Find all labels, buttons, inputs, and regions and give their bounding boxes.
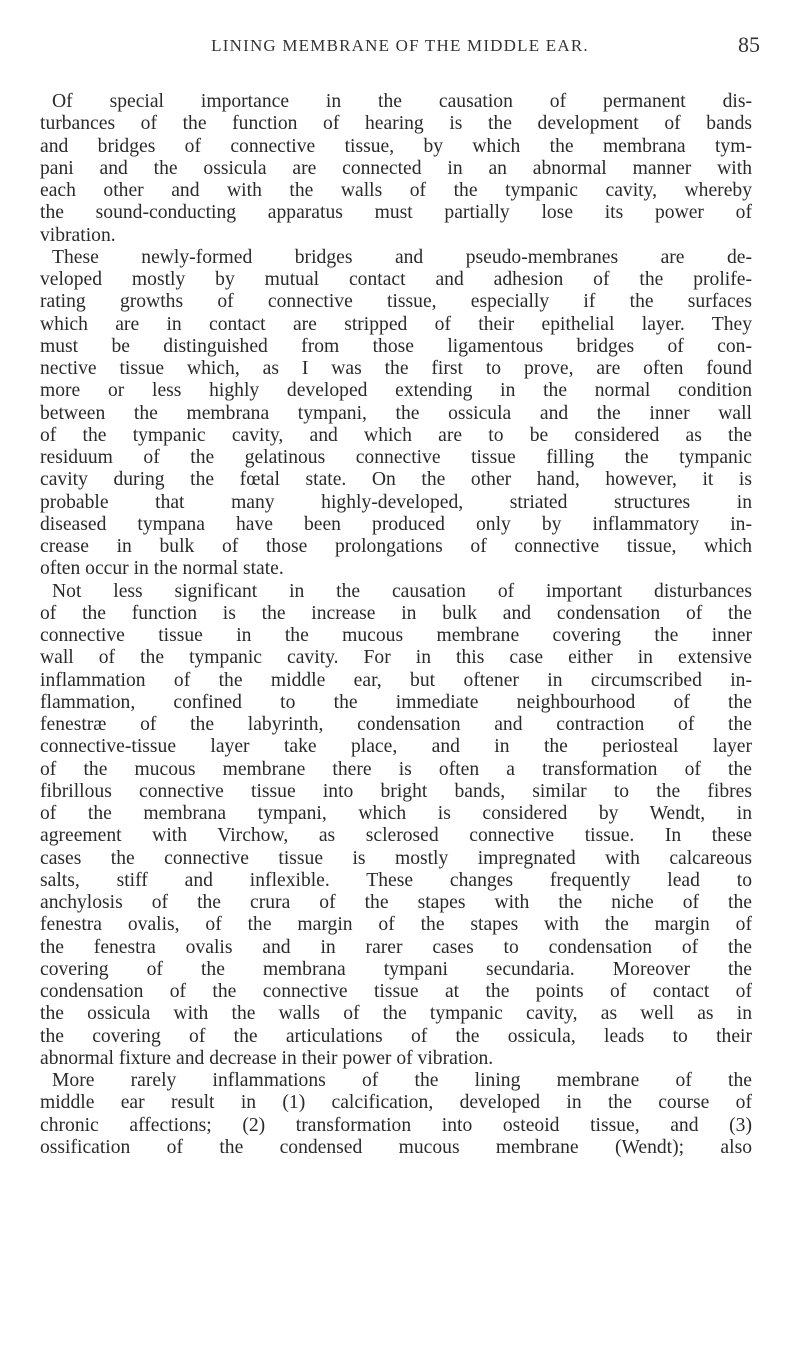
text-line: rating growths of connective tissue, especially if the surfaces xyxy=(40,291,752,313)
page-header xyxy=(0,30,800,66)
running-head: LINING MEMBRANE OF THE MIDDLE EAR. xyxy=(211,36,589,55)
text-line: probable that many highly-developed, striated structures in xyxy=(40,491,752,513)
text-line: the fenestra ovalis and in rarer cases to condensation of the xyxy=(40,936,752,958)
text-line: of the function is the increase in bulk and condensation of the xyxy=(40,602,752,624)
text-line: of the tympanic cavity, and which are to be considered as the xyxy=(40,424,752,446)
text-line: nective tissue which, as I was the first to prove, are often found xyxy=(40,358,752,379)
text-line: salts, stiff and inflexible. These changes frequently lead to xyxy=(40,869,752,891)
text-line: Not less significant in the causation of important disturbances xyxy=(52,580,752,602)
text-line: must be distinguished from those ligamentous bridges of con- xyxy=(40,335,752,357)
text-line: connective tissue in the mucous membrane covering the inner xyxy=(40,625,752,646)
text-line: often occur in the normal state. xyxy=(40,558,284,580)
text-line: wall of the tympanic cavity. For in this case either in extensive xyxy=(40,647,752,669)
text-line: cavity during the fœtal state. On the other hand, however, it is xyxy=(40,469,752,491)
text-line: covering of the membrana tympani secundaria. Moreover the xyxy=(40,958,752,980)
paragraph xyxy=(40,581,752,1071)
text-line: abnormal fixture and decrease in their power of vibration. xyxy=(40,1047,494,1069)
text-line: diseased tympana have been produced only by inflammatory in- xyxy=(40,513,752,535)
text-line: More rarely inflammations of the lining membrane of the xyxy=(52,1070,752,1091)
text-line: Of special importance in the causation of permanent dis- xyxy=(52,91,752,112)
text-line: the covering of the articulations of the ossicula, leads to their xyxy=(40,1025,752,1047)
text-line: fibrillous connective tissue into bright bands, similar to the fibres xyxy=(40,780,752,802)
text-line: vibration. xyxy=(40,224,116,246)
text-line: cases the connective tissue is mostly impregnated with calcareous xyxy=(40,847,752,869)
body-text xyxy=(40,91,752,1159)
page-number: 85 xyxy=(738,32,760,57)
text-line: connective-tissue layer take place, and in the periosteal layer xyxy=(40,736,752,758)
text-line: more or less highly developed extending in the normal condition xyxy=(40,380,752,402)
text-line: chronic affections; (2) transformation into osteoid tissue, and (3) xyxy=(40,1114,752,1136)
text-line: These newly-formed bridges and pseudo-membranes are de- xyxy=(52,246,752,268)
text-line: middle ear result in (1) calcification, developed in the course of xyxy=(40,1092,752,1114)
text-line: the ossicula with the walls of the tympanic cavity, as well as in xyxy=(40,1003,752,1025)
text-line: ossification of the condensed mucous membrane (Wendt); also xyxy=(40,1136,752,1158)
text-line: fenestra ovalis, of the margin of the stapes with the margin of xyxy=(40,914,752,936)
text-line: between the membrana tympani, the ossicula and the inner wall xyxy=(40,402,752,424)
text-line: the sound-conducting apparatus must partially lose its power of xyxy=(40,202,752,224)
text-line: each other and with the walls of the tympanic cavity, whereby xyxy=(40,180,752,201)
text-line: veloped mostly by mutual contact and adhesion of the prolife- xyxy=(40,269,752,290)
text-line: crease in bulk of those prolongations of connective tissue, which xyxy=(40,536,752,557)
text-line: residuum of the gelatinous connective tissue filling the tympanic xyxy=(40,447,752,468)
text-line: inflammation of the middle ear, but oftener in circumscribed in- xyxy=(40,669,752,691)
text-line: of the mucous membrane there is often a transformation of the xyxy=(40,758,752,780)
text-line: turbances of the function of hearing is the development of bands xyxy=(40,113,752,135)
text-line: pani and the ossicula are connected in an abnormal manner with xyxy=(40,157,752,179)
text-line: of the membrana tympani, which is considered by Wendt, in xyxy=(40,803,752,824)
paragraph xyxy=(40,1070,752,1159)
paragraph xyxy=(40,247,752,581)
text-line: fenestræ of the labyrinth, condensation and contraction of the xyxy=(40,714,752,735)
paragraph xyxy=(40,91,752,247)
text-line: flammation, confined to the immediate neighbourhood of the xyxy=(40,691,752,713)
text-line: and bridges of connective tissue, by which the membrana tym- xyxy=(40,135,752,157)
text-line: which are in contact are stripped of their epithelial layer. They xyxy=(40,313,752,335)
text-line: anchylosis of the crura of the stapes with the niche of the xyxy=(40,892,752,913)
text-line: agreement with Virchow, as sclerosed connective tissue. In these xyxy=(40,825,752,847)
text-line: condensation of the connective tissue at the points of contact of xyxy=(40,981,752,1002)
